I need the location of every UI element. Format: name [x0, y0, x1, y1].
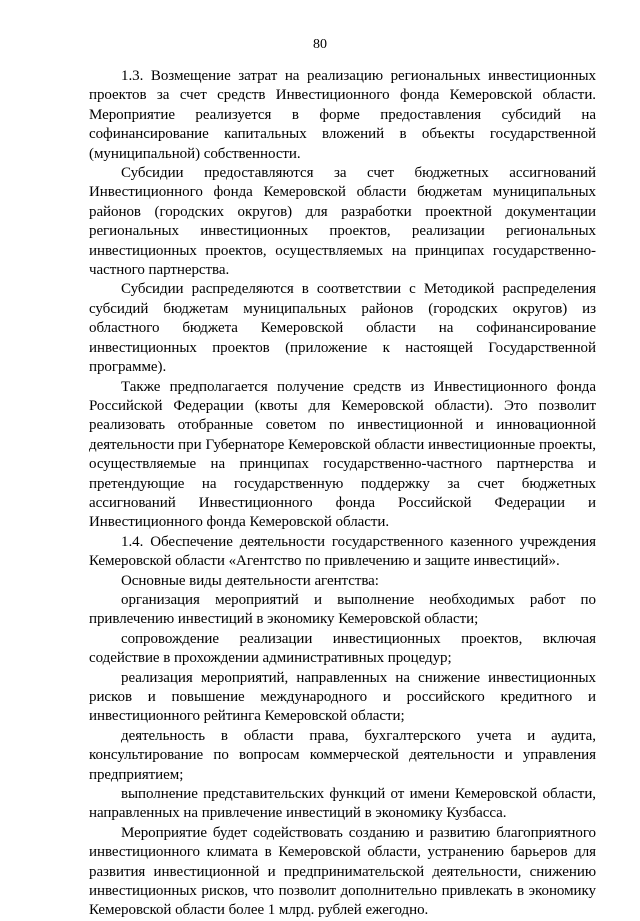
paragraph-federal-fund: Также предполагается получение средств из Инвестиционного фонда Российской Федерации (квоты для Кемеровской области). Это позволит реализовать отобранные советом по инвестиционной и инновационной деятельности при Губернаторе Кемеровской области инвестиционные проекты, осуществляемые на принципах государственно-частного партнерства и претендующие на государственную поддержку за счет бюджетных ассигнований Инвестиционного фонда Российской Федерации и Инвестиционного фонда Кемеровской области.: [89, 378, 596, 531]
document-body: [89, 67, 596, 921]
paragraph-subsidies-provision: Субсидии предоставляются за счет бюджетных ассигнований Инвестиционного фонда Кемеровской области бюджетам муниципальных районов (городских округов) для разработки проектной документации региональных инвестиционных проектов, реализации региональных инвестиционных проектов, осуществляемых на принципах государственно-частного партнерства.: [89, 165, 596, 279]
list-item-risk-reduction: реализация мероприятий, направленных на снижение инвестиционных рисков и повышение международного и российского кредитного и инвестиционного рейтинга Кемеровской области;: [89, 669, 596, 725]
list-item-support: сопровождение реализации инвестиционных проектов, включая содействие в прохождении административных процедур;: [89, 630, 596, 667]
paragraph-conclusion: Мероприятие будет содействовать созданию и развитию благоприятного инвестиционного климата в Кемеровской области, устранению барьеров для развития инвестиционной и предпринимательской деятельности, снижению инвестиционных рисков, что позволит дополнительно привлекать в экономику Кемеровской области более 1 млрд. рублей ежегодно.: [89, 824, 596, 919]
paragraph-subsidies-distribution: Субсидии распределяются в соответствии с Методикой распределения субсидий бюджетам муниципальных районов (городских округов) из областного бюджета Кемеровской области на софинансирование инвестиционных проектов (приложение к настоящей Государственной программе).: [89, 281, 596, 376]
list-item-representation: выполнение представительских функций от имени Кемеровской области, направленных на привлечение инвестиций в экономику Кузбасса.: [89, 786, 596, 822]
page-number: 80: [313, 37, 327, 52]
paragraph-1-3-title: 1.3. Возмещение затрат на реализацию региональных инвестиционных проектов за счет средств Инвестиционного фонда Кемеровской области. Мероприятие реализуется в форме предоставления субсидий на софинансирование капитальных вложений в объекты государственной (муниципальной) собственности.: [89, 68, 596, 162]
paragraph-activities-heading: Основные виды деятельности агентства:: [121, 572, 379, 589]
list-item-organization: организация мероприятий и выполнение необходимых работ по привлечению инвестиций в экономику Кемеровской области;: [89, 591, 596, 628]
list-item-law-accounting: деятельность в области права, бухгалтерского учета и аудита, консультирование по вопросам коммерческой деятельности и управления предприятием;: [89, 727, 596, 783]
paragraph-1-4-title: 1.4. Обеспечение деятельности государственного казенного учреждения Кемеровской области «Агентство по привлечению и защите инвестиций».: [89, 533, 596, 570]
